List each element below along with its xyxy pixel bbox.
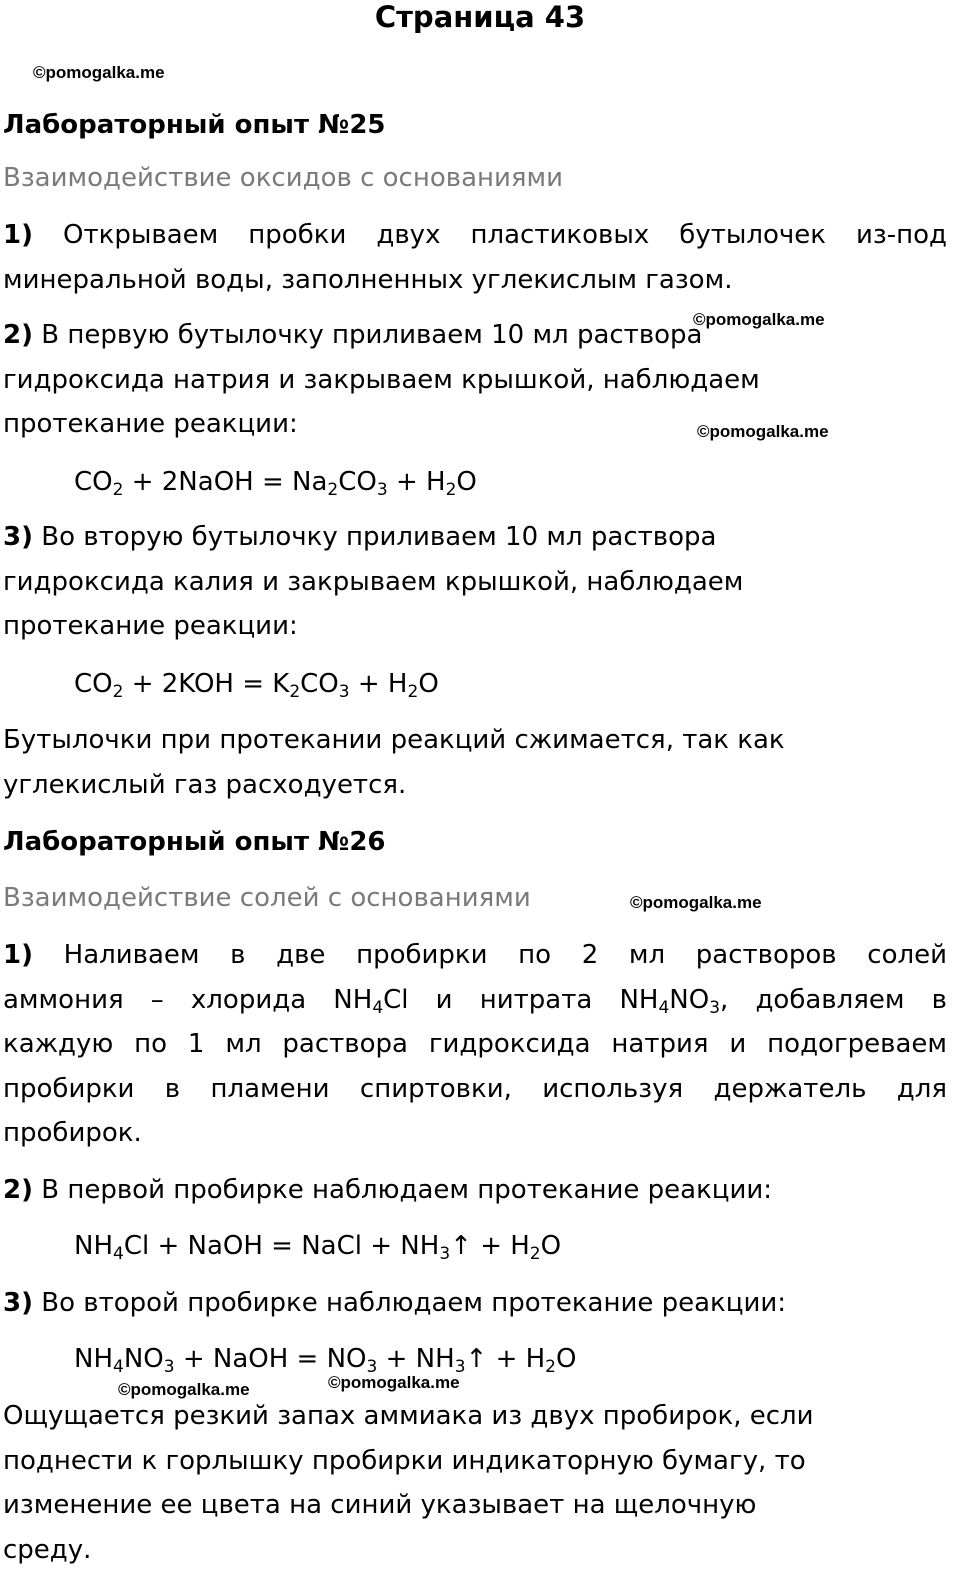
conclusion-text: углекислый газ расходуется. <box>3 769 407 800</box>
step-number: 3) <box>3 1288 33 1318</box>
lab26-step3 <box>3 1281 947 1326</box>
lab26-step2 <box>3 1168 947 1213</box>
equation-3: $NH_4Cl$ + NaOH = NaCl + $NH_3↑ + H_2O$ <box>74 1231 562 1264</box>
equation-2: $CO_2 + 2KOH = K_2CO_3 + H_2O$ <box>74 669 439 702</box>
step-text: каждую по 1 мл раствора гидроксида натрия и подогреваем <box>3 1029 947 1059</box>
step-text: В первую бутылочку приливаем 10 мл раствора <box>41 320 703 350</box>
lab26-step1: 1) Наливаем в две пробирки по 2 мл растворов солей аммония – хлорида $NH_4Cl$ и нитрата $NH_4NO_3$, добавляем в каждую по 1 мл раствора гидроксида натрия и подогреваем пробирки в пламени спиртовки, используя держатель для пробирок. <box>3 933 947 1156</box>
step-text: Наливаем в две пробирки по 2 мл растворов солей <box>63 940 947 970</box>
lab25-step1 <box>3 213 947 302</box>
lab25-subtitle: Взаимодействие оксидов с основаниями <box>3 163 564 193</box>
conclusion-text: среду. <box>3 1534 92 1565</box>
watermark: ©pomogalka.me <box>118 1380 250 1399</box>
lab25-heading: Лабораторный опыт №25 <box>3 110 386 140</box>
conclusion-text: поднести к горлышку пробирки индикаторную бумагу, то <box>3 1445 806 1476</box>
lab25-conclusion <box>3 718 947 807</box>
step-text: пробирок. <box>3 1118 142 1148</box>
step-text: Во второй пробирке наблюдаем протекание реакции: <box>41 1288 787 1318</box>
step-number: 2) <box>3 1175 33 1205</box>
conclusion-text: изменение ее цвета на синий указывает на щелочную <box>3 1490 757 1520</box>
step-number: 1) <box>3 940 33 970</box>
lab26-heading: Лабораторный опыт №26 <box>3 827 386 857</box>
conclusion-text: Бутылочки при протекании реакций сжимается, так как <box>3 725 785 755</box>
step-number: 2) <box>3 320 33 350</box>
watermark: ©pomogalka.me <box>630 893 762 912</box>
equation-1: $CO_2$ + 2NaOH = $Na_2CO_3 + H_2O$ <box>74 467 477 500</box>
step-text: Открываем пробки двух пластиковых бутылочек из-под <box>63 220 947 250</box>
step-text: протекание реакции: <box>3 409 298 439</box>
watermark: ©pomogalka.me <box>693 310 825 329</box>
lab25-step3 <box>3 515 947 649</box>
step-text: протекание реакции: <box>3 611 298 641</box>
step-number: 3) <box>3 522 33 552</box>
step-text: В первой пробирке наблюдаем протекание реакции: <box>41 1175 773 1205</box>
step-text: Во вторую бутылочку приливаем 10 мл раствора <box>41 522 717 552</box>
step-number: 1) <box>3 220 33 250</box>
step-text: пробирки в пламени спиртовки, используя держатель для <box>3 1073 947 1104</box>
lab26-conclusion <box>3 1394 947 1572</box>
step-text: гидроксида калия и закрываем крышкой, наблюдаем <box>3 566 744 597</box>
watermark: ©pomogalka.me <box>328 1373 460 1392</box>
page-title: Страница 43 <box>374 0 586 34</box>
watermark: ©pomogalka.me <box>33 63 165 82</box>
equation-4: $NH_4NO_3$ + NaOH = $NO_3$ + $NH_3↑ + H_2O$ <box>74 1344 577 1377</box>
conclusion-text: Ощущается резкий запах аммиака из двух пробирок, если <box>3 1401 814 1431</box>
step-text: минеральной воды, заполненных углекислым газом. <box>3 264 733 295</box>
step-text: гидроксида натрия и закрываем крышкой, наблюдаем <box>3 364 760 395</box>
lab26-subtitle: Взаимодействие солей с основаниями <box>3 883 531 913</box>
watermark: ©pomogalka.me <box>697 422 829 441</box>
